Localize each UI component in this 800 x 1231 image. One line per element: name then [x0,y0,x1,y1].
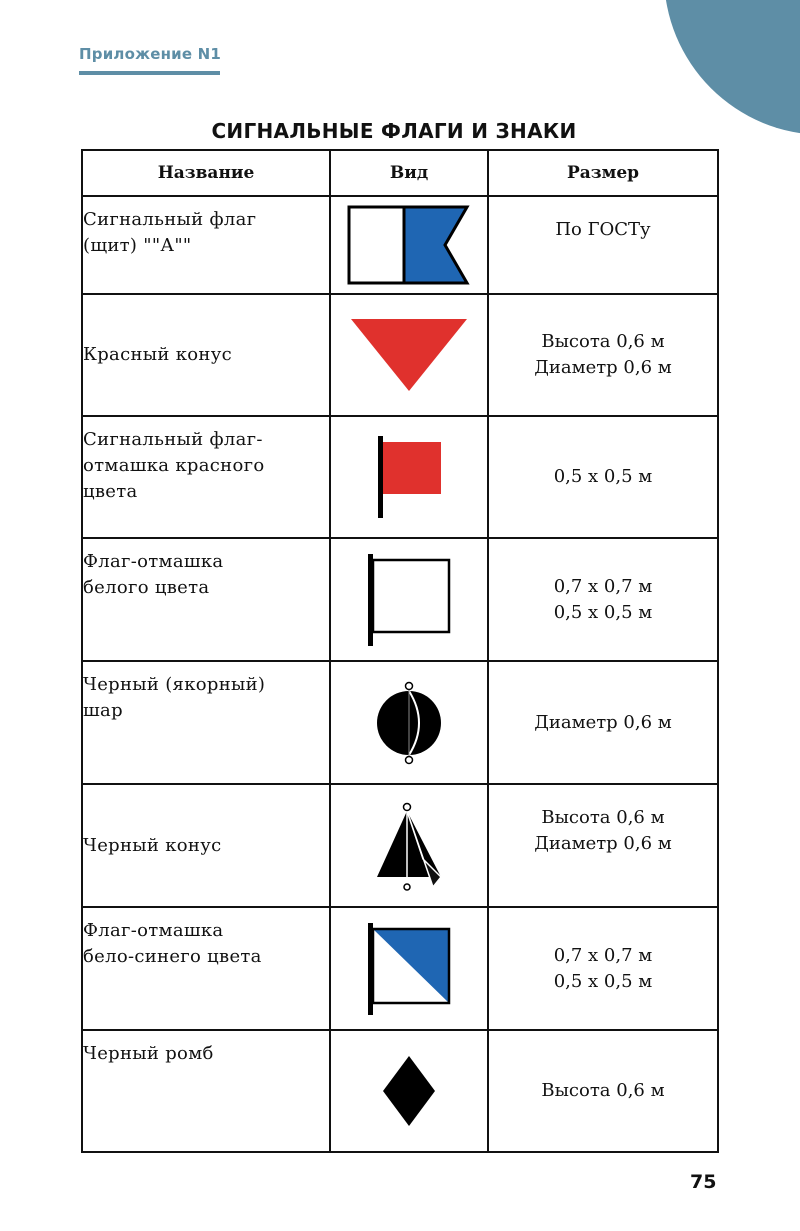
black-cone-icon [371,801,447,891]
appendix-underline [79,71,220,75]
column-header-view: Вид [330,150,488,196]
row-view [330,661,488,784]
row-size: 0,7 х 0,7 м 0,5 х 0,5 м [488,907,718,1030]
row-name: Красный конус [82,294,330,416]
table-row [82,538,718,661]
table-row [82,661,718,784]
row-view [330,416,488,538]
row-view [330,196,488,294]
row-view [330,294,488,416]
row-size: 0,5 х 0,5 м [488,416,718,538]
white-blue-flag-icon [364,921,454,1017]
row-name: Черный (якорный) шар [82,661,330,784]
table-row [82,1030,718,1152]
row-name: Флаг-отмашка белого цвета [82,538,330,661]
row-view [330,538,488,661]
row-view [330,784,488,907]
row-size: Диаметр 0,6 м [488,661,718,784]
page-number: 75 [690,1171,717,1193]
appendix-label: Приложение N1 [79,45,222,63]
row-name: Черный конус [82,784,330,907]
table-row [82,784,718,907]
alpha-flag-icon [347,205,471,285]
table-row [82,907,718,1030]
row-size: Высота 0,6 м Диаметр 0,6 м [488,294,718,416]
corner-decoration [664,0,800,135]
table-header-row [82,150,718,196]
row-size: 0,7 х 0,7 м 0,5 х 0,5 м [488,538,718,661]
column-header-name: Название [82,150,330,196]
table-row [82,196,718,294]
red-flag-icon [374,434,444,520]
white-flag-icon [364,552,454,648]
table-row [82,416,718,538]
page-title: СИГНАЛЬНЫЕ ФЛАГИ И ЗНАКИ [211,119,577,143]
row-size: Высота 0,6 м [488,1030,718,1152]
row-view [330,907,488,1030]
black-rhombus-icon [381,1054,437,1128]
signals-table [81,149,719,1153]
red-cone-icon [349,315,469,395]
row-name: Флаг-отмашка бело-синего цвета [82,907,330,1030]
table-row [82,294,718,416]
row-name: Черный ромб [82,1030,330,1152]
column-header-size: Размер [488,150,718,196]
black-ball-icon [372,681,446,765]
row-name: Сигнальный флаг (щит) ""А"" [82,196,330,294]
row-view [330,1030,488,1152]
row-size: По ГОСТу [488,196,718,294]
row-name: Сигнальный флаг- отмашка красного цвета [82,416,330,538]
row-size: Высота 0,6 м Диаметр 0,6 м [488,784,718,907]
